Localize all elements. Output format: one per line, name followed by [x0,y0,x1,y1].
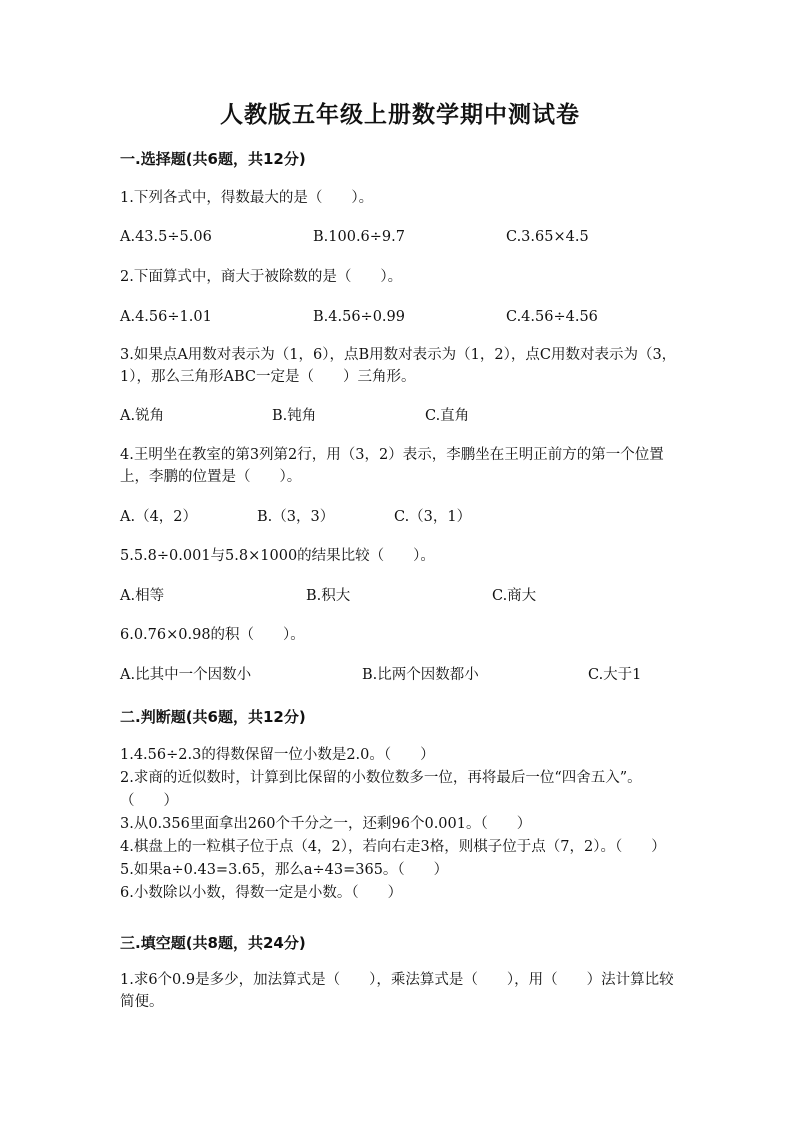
option-c: C.直角 [425,408,470,424]
section-heading-true-false: 二.判断题(共6题，共12分) [120,708,306,726]
question-text: 6.0.76×0.98的积（ ）。 [120,627,305,643]
option-b: B.100.6÷9.7 [313,229,405,245]
list-item: 4.棋盘上的一粒棋子位于点（4，2），若向右走3格，则棋子位于点（7，2）。（ ） [120,839,666,855]
option-a: A.（4，2） [120,509,198,525]
section-heading-fill-in: 三.填空题(共8题，共24分) [120,934,306,952]
option-a: A.锐角 [120,408,165,424]
question-options [120,405,680,427]
option-a: A.43.5÷5.06 [120,229,212,245]
list-item: 5.如果a÷0.43=3.65，那么a÷43=365。（ ） [120,862,449,878]
list-item: 2.求商的近似数时，计算到比保留的小数位数多一位，再将最后一位“四舍五入”。（ ） [120,770,642,809]
true-false-list [120,744,680,905]
option-a: A.相等 [120,588,165,604]
question-options [120,306,680,328]
option-b: B.（3，3） [257,509,335,525]
question-text: 2.下面算式中，商大于被除数的是（ ）。 [120,269,403,285]
option-a: A.比其中一个因数小 [120,667,252,683]
option-b: B.积大 [306,588,351,604]
option-c: C.商大 [492,588,537,604]
option-c: C.大于1 [588,667,642,683]
question-text: 4.王明坐在教室的第3列第2行，用（3，2）表示，李鹏坐在王明正前方的第一个位置上，李鹏的位置是（ ）。 [120,447,664,485]
option-b: B.4.56÷0.99 [313,309,405,325]
question-text: 3.如果点A用数对表示为（1，6），点B用数对表示为（1，2），点C用数对表示为（3，1），那么三角形ABC一定是（ ）三角形。 [120,347,677,385]
option-b: B.比两个因数都小 [362,667,479,683]
question-text: 5.5.8÷0.001与5.8×1000的结果比较（ ）。 [120,548,435,564]
question-options [120,506,680,528]
question-options [120,664,680,686]
option-c: C.4.56÷4.56 [506,309,598,325]
list-item: 6.小数除以小数，得数一定是小数。（ ） [120,885,403,901]
list-item: 3.从0.356里面拿出260个千分之一，还剩96个0.001。（ ） [120,816,532,832]
page-title: 人教版五年级上册数学期中测试卷 [220,101,580,128]
question-text: 1.求6个0.9是多少，加法算式是（ ），乘法算式是（ ），用（ ）法计算比较简便。 [120,972,674,1010]
section-heading-choice: 一.选择题(共6题，共12分) [120,150,306,168]
option-c: C.（3，1） [394,509,472,525]
list-item: 1.4.56÷2.3的得数保留一位小数是2.0。（ ） [120,747,435,763]
question-options [120,585,680,607]
question-text: 1.下列各式中，得数最大的是（ ）。 [120,190,374,206]
option-b: B.钝角 [272,408,317,424]
option-c: C.3.65×4.5 [506,229,589,245]
question-options [120,226,680,248]
option-a: A.4.56÷1.01 [120,309,212,325]
